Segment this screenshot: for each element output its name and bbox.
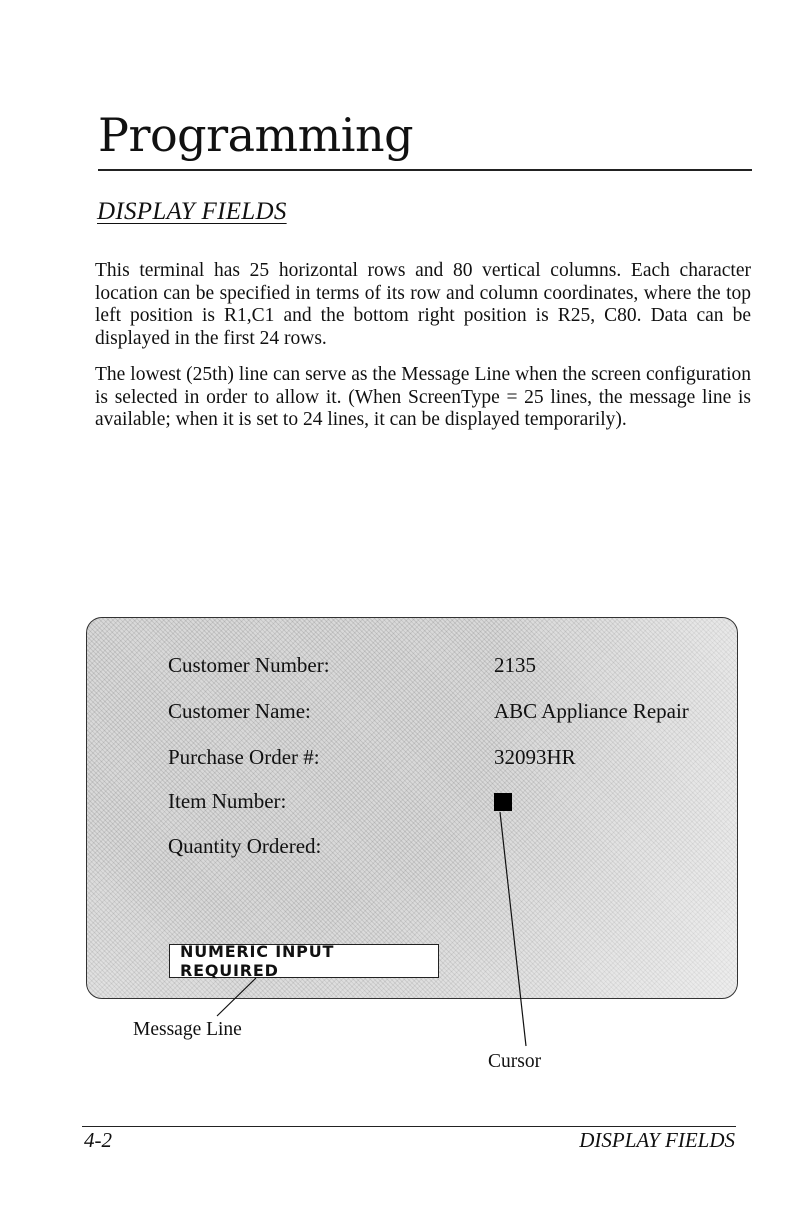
field-label-purchase-order: Purchase Order #:	[168, 745, 320, 769]
page-number: 4-2	[84, 1128, 112, 1152]
message-line-leader	[217, 978, 256, 1016]
field-label-customer-number: Customer Number:	[168, 653, 330, 677]
field-value-customer-name: ABC Appliance Repair	[494, 699, 689, 723]
footer-rule	[82, 1126, 736, 1127]
field-label-item-number: Item Number:	[168, 789, 287, 813]
page-title: Programming	[98, 108, 414, 162]
field-label-quantity-ordered: Quantity Ordered:	[168, 834, 322, 858]
message-line-callout: Message Line	[133, 1019, 242, 1040]
message-line-text: NUMERIC INPUT REQUIRED	[180, 942, 335, 980]
cursor-leader	[500, 812, 526, 1046]
cursor-callout: Cursor	[488, 1051, 542, 1072]
field-label-customer-name: Customer Name:	[168, 699, 311, 723]
body-paragraph-2: The lowest (25th) line can serve as the Message Line when the screen configuration is selected in order to allow it. (When ScreenType = 25 lines, the message line is available; when it is set to 24 lines, it can be displayed temporarily).	[95, 364, 751, 430]
section-heading: DISPLAY FIELDS	[97, 198, 287, 225]
field-value-customer-number: 2135	[494, 653, 536, 677]
field-value-purchase-order: 32093HR	[494, 745, 576, 769]
footer-section-title: DISPLAY FIELDS	[579, 1128, 735, 1152]
body-paragraph-1: This terminal has 25 horizontal rows and 80 vertical columns. Each character location can be specified in terms of its row and column coordinates, where the top left position is R1,C1 and the bottom right position is R25, C80. Data can be displayed in the first 24 rows.	[95, 260, 751, 349]
